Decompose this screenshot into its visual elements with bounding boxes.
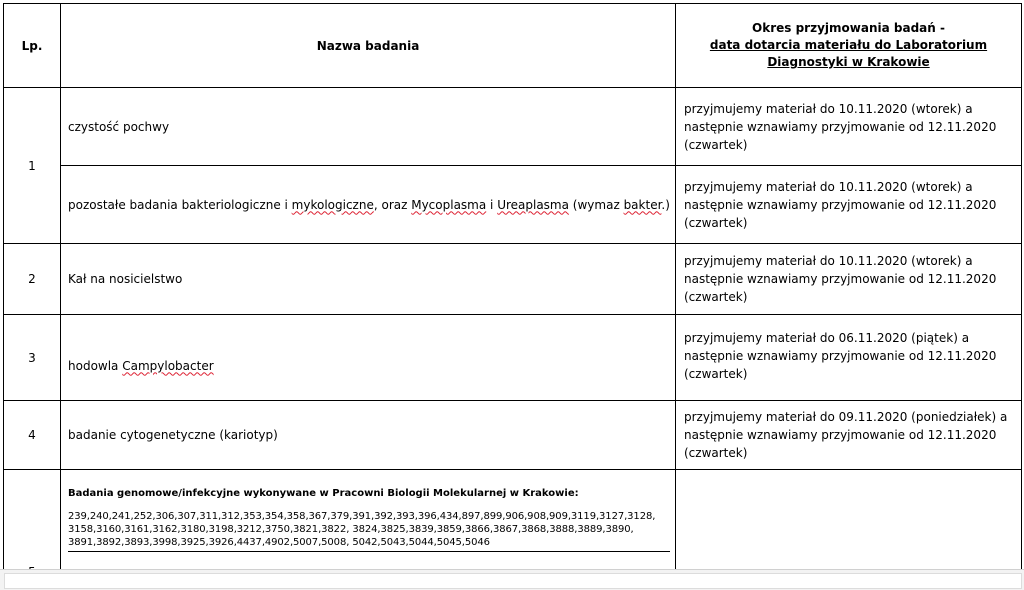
test-name: hodowla Campylobacter (61, 315, 676, 401)
test-name: Kał na nosicielstwo (61, 244, 676, 315)
acceptance-period: przyjmujemy materiał do 10.11.2020 (wtorek) a następnie wznawiamy przyjmowanie od 12.11.2020 (czwartek) (676, 244, 1022, 315)
row-number: 1 (4, 88, 61, 244)
genomic-tests-title: Badania genomowe/infekcyjne wykonywane w Pracowni Biologii Molekularnej w Krakowie: (68, 488, 579, 499)
acceptance-period: przyjmujemy materiał do 10.11.2020 (wtorek) a następnie wznawiamy przyjmowanie od 12.11.2020 (czwartek) (676, 166, 1022, 244)
table-row (4, 470, 1022, 580)
header-okres-line2: data dotarcia materiału do Laboratorium (709, 38, 988, 52)
row-number: 2 (4, 244, 61, 315)
row-number: 3 (4, 315, 61, 401)
header-lp: Lp. (4, 4, 61, 88)
table-row (4, 401, 1022, 470)
genomic-test-codes: 239,240,241,252,306,307,311,312,353,354,358,367,379,391,392,393,396,434,897,899,906,908,909,3119,3127,3128, 3158,3160,3161,3162,3180,3198,3212,3750,3821,3822, 3824,3825,3839,3859,3866,3867,3868,3888,3889,3890, 3891,3892,3893,3998,3925,3926,4437,4902,5007,5008, 5042,5043,5044,5045,5046 (68, 510, 670, 552)
header-okres-line1: Okres przyjmowania badań - (752, 21, 945, 35)
scrollbar-track[interactable] (4, 573, 1022, 589)
table-row (4, 88, 1022, 166)
acceptance-period: przyjmujemy materiał do 06.11.2020 (piątek) a następnie wznawiamy przyjmowanie od 12.11.2020 (czwartek) (676, 315, 1022, 401)
header-okres (676, 4, 1022, 88)
test-name: czystość pochwy (61, 88, 676, 166)
test-name: badanie cytogenetyczne (kariotyp) (61, 401, 676, 470)
acceptance-period: przyjmujemy materiał do 10.11.2020 (wtorek) a następnie wznawiamy przyjmowanie od 12.11.2020 (czwartek) (676, 88, 1022, 166)
row-number (4, 470, 61, 580)
table-row (4, 166, 1022, 244)
row-number: 4 (4, 401, 61, 470)
header-okres-line3: Diagnostyki w Krakowie (767, 55, 930, 69)
schedule-table (3, 3, 1022, 580)
table-row (4, 244, 1022, 315)
header-name: Nazwa badania (61, 4, 676, 88)
table-row (4, 315, 1022, 401)
test-name: pozostałe badania bakteriologiczne i mykologiczne, oraz Mycoplasma i Ureaplasma (wymaz bakter.) (61, 166, 676, 244)
horizontal-scrollbar[interactable] (0, 569, 1024, 590)
acceptance-period (676, 470, 1022, 580)
genomic-tests-cell (61, 470, 676, 580)
acceptance-period: przyjmujemy materiał do 09.11.2020 (poniedziałek) a następnie wznawiamy przyjmowanie od 12.11.2020 (czwartek) (676, 401, 1022, 470)
table-header-row (4, 4, 1022, 88)
